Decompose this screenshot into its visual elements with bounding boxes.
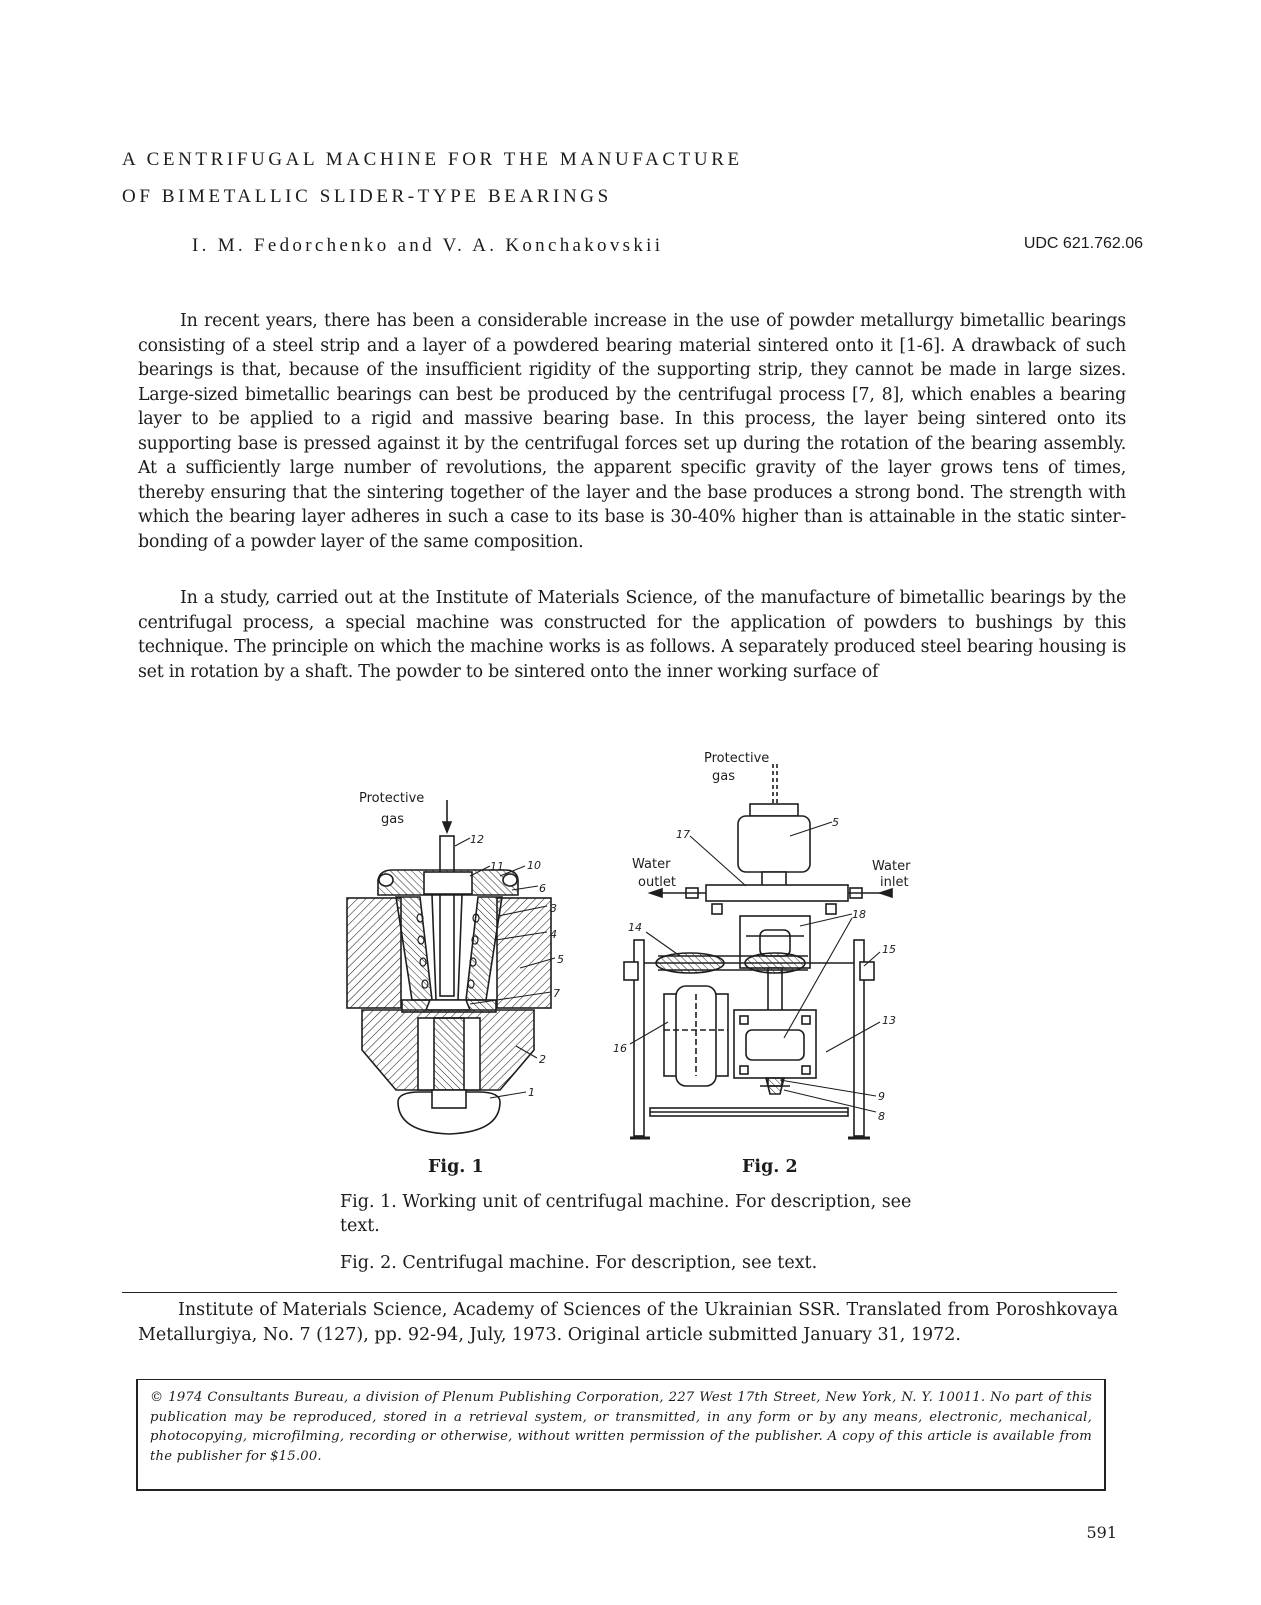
fig1-drawing [347, 800, 555, 1134]
fig1-callout-10: 10 [527, 859, 541, 872]
fig2-callout-14: 14 [628, 921, 642, 934]
fig2-callout-8: 8 [878, 1110, 885, 1123]
article-title-line-2: OF BIMETALLIC SLIDER-TYPE BEARINGS [122, 186, 612, 207]
fig2-callout-18: 18 [852, 908, 866, 921]
footnote-divider [122, 1292, 1117, 1293]
article-title-line-1: A CENTRIFUGAL MACHINE FOR THE MANUFACTURE [122, 149, 743, 170]
fig2-gas-label-1: Protective [704, 751, 770, 766]
fig2-drawing [624, 764, 892, 1138]
fig1-callout-12: 12 [470, 833, 484, 846]
figure-2-caption: Fig. 2. Centrifugal machine. For description, see text. [340, 1253, 818, 1273]
figure-1-label: Fig. 1 [428, 1157, 484, 1177]
fig2-water-inlet-label-1: Water [872, 859, 911, 874]
fig2-water-outlet-label-2: outlet [638, 875, 676, 890]
fig2-callout-15: 15 [882, 943, 896, 956]
fig1-callout-1: 1 [528, 1086, 535, 1099]
affiliation-footnote: Institute of Materials Science, Academy of Sciences of the Ukrainian SSR. Translated from Poroshkovaya Metallurgiya, No. 7 (127), pp. 92-94, July, 1973. Original article submitted January 31, 1972. [138, 1300, 1118, 1345]
figure-1-caption: Fig. 1. Working unit of centrifugal machine. For description, see text. [340, 1192, 912, 1236]
authors: I. M. Fedorchenko and V. A. Konchakovskii [192, 235, 664, 256]
fig1-callout-5: 5 [557, 953, 564, 966]
figure-2-label: Fig. 2 [742, 1157, 798, 1177]
page-number: 591 [1086, 1523, 1117, 1542]
fig1-callout-2: 2 [539, 1053, 546, 1066]
fig2-water-outlet-label-1: Water [632, 857, 671, 872]
udc-code: UDC 621.762.06 [1023, 235, 1143, 252]
fig1-callout-6: 6 [539, 882, 546, 895]
fig1-callout-11: 11 [490, 860, 504, 873]
fig1-callout-4: 4 [550, 928, 557, 941]
copyright-notice: © 1974 Consultants Bureau, a division of Plenum Publishing Corporation, 227 West 17th Street, New York, N. Y. 10011. No part of this publication may be reproduced, stored in a retrieval system, or transmitted, in any form or by any means, electronic, mechanical, photocopying, microfilming, recording or otherwise, without written permission of the publisher. A copy of this article is available from the publisher for $15.00. [136, 1379, 1106, 1491]
fig2-callout-13: 13 [882, 1014, 896, 1027]
fig2-gas-label-2: gas [712, 769, 735, 784]
body-paragraph-1: In recent years, there has been a considerable increase in the use of powder metallurgy bimetallic bearings consisting of a steel strip and a layer of a powdered bearing material sintered onto it [1-6]. A drawback of such bearings is that, because of the insufficient rigidity of the supporting strip, they cannot be made in large sizes. Large-sized bimetallic bearings can best be produced by the centrifugal process [7, 8], which enables a bearing layer to be applied to a rigid and massive bearing base. In this process, the layer being sintered onto its supporting base is pressed against it by the centrifugal forces set up during the rotation of the bearing assembly. At a sufficiently large number of revolutions, the apparent specific gravity of the layer grows tens of times, thereby ensuring that the sintering together of the layer and the base produces a strong bond. The strength with which the bearing layer adheres in such a case to its base is 30-40% higher than is attainable in the static sinter-bonding of a powder layer of the same composition. [138, 311, 1126, 552]
fig2-callout-17: 17 [676, 828, 690, 841]
body-paragraph-2: In a study, carried out at the Institute of Materials Science, of the manufacture of bimetallic bearings by the centrifugal process, a special machine was constructed for the application of powders to bushings by this technique. The principle on which the machine works is as follows. A separately produced steel bearing housing is set in rotation by a shaft. The powder to be sintered onto the inner working surface of [138, 588, 1126, 682]
fig2-callout-9: 9 [878, 1090, 885, 1103]
fig1-gas-label-2: gas [381, 812, 404, 827]
fig1-gas-label-1: Protective [359, 791, 425, 806]
figures-drawing [342, 750, 942, 1190]
fig1-callout-7: 7 [553, 987, 560, 1000]
fig2-callout-5: 5 [832, 816, 839, 829]
fig2-water-inlet-label-2: inlet [880, 875, 909, 890]
fig2-callout-16: 16 [613, 1042, 627, 1055]
fig1-callout-3: 3 [550, 902, 557, 915]
